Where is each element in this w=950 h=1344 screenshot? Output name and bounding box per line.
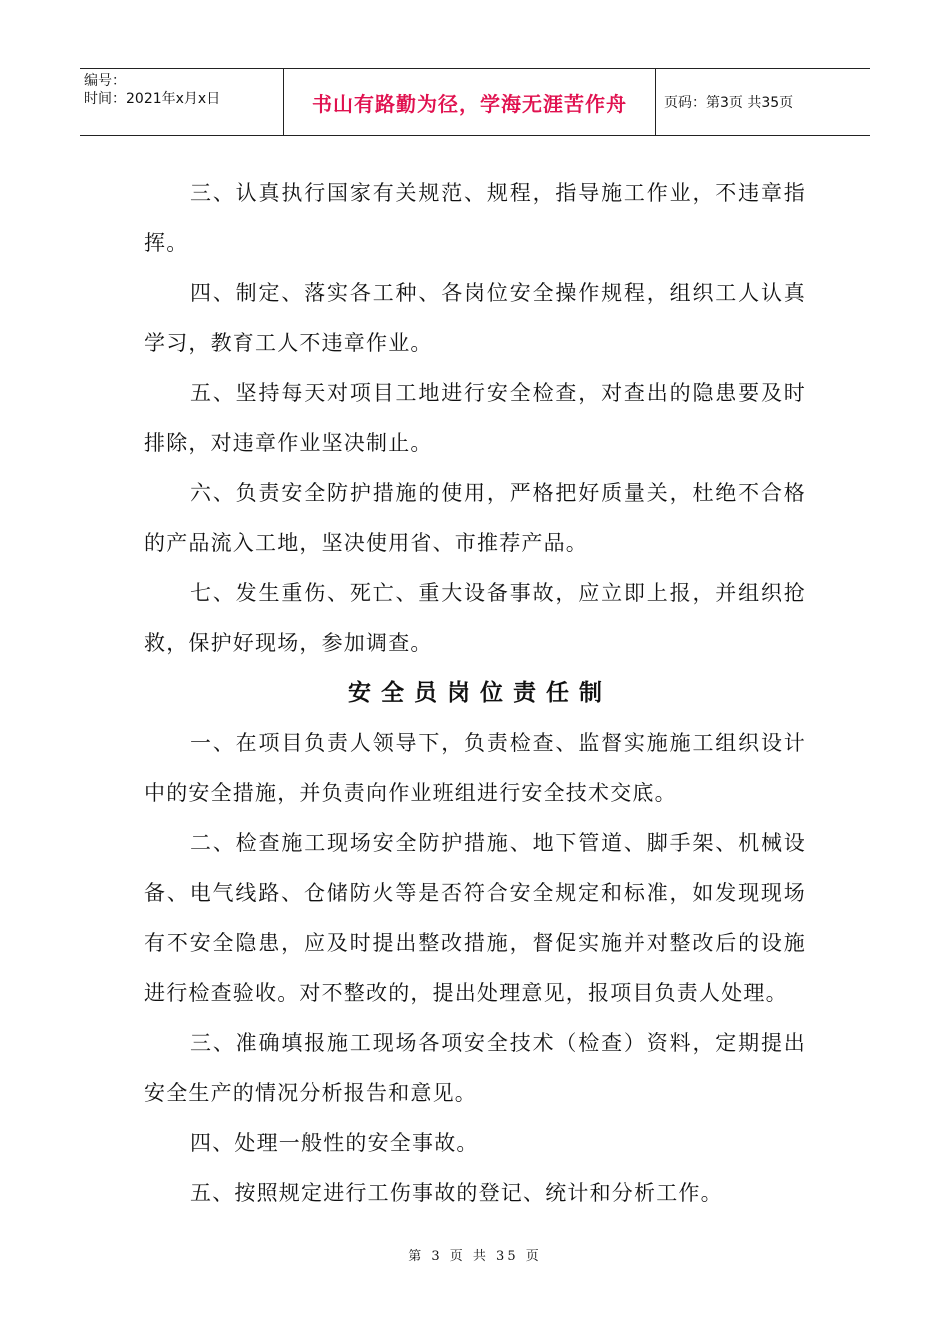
- document-body: [144, 168, 806, 1218]
- header-meta-cell: [80, 69, 284, 135]
- header-table: [80, 68, 870, 136]
- document-time-label: 时间：2021年x月x日: [84, 91, 221, 107]
- paragraph: 三、认真执行国家有关规范、规程，指导施工作业，不违章指挥。: [144, 181, 806, 255]
- paragraph: 五、坚持每天对项目工地进行安全检查，对查出的隐患要及时排除，对违章作业坚决制止。: [144, 381, 806, 455]
- paragraph: 四、制定、落实各工种、各岗位安全操作规程，组织工人认真学习，教育工人不违章作业。: [144, 281, 806, 355]
- document-number-label: 编号：: [84, 73, 126, 89]
- paragraph: 一、在项目负责人领导下，负责检查、监督实施施工组织设计中的安全措施，并负责向作业班组进行安全技术交底。: [144, 731, 806, 805]
- paragraph: 三、准确填报施工现场各项安全技术（检查）资料，定期提出安全生产的情况分析报告和意见。: [144, 1031, 806, 1105]
- paragraph: 二、检查施工现场安全防护措施、地下管道、脚手架、机械设备、电气线路、仓储防火等是否符合安全规定和标准，如发现现场有不安全隐患，应及时提出整改措施，督促实施并对整改后的设施进行检查验收。对不整改的，提出处理意见，报项目负责人处理。: [144, 831, 806, 1005]
- paragraph: 六、负责安全防护措施的使用，严格把好质量关，杜绝不合格的产品流入工地，坚决使用省、市推荐产品。: [144, 481, 806, 555]
- header-page-cell: [656, 69, 870, 135]
- section-title: 安全员岗位责任制: [348, 680, 612, 706]
- paragraph: 五、按照规定进行工伤事故的登记、统计和分析工作。: [190, 1181, 723, 1205]
- page-info: 页码：第3页 共35页: [664, 95, 794, 111]
- header-motto-cell: [284, 69, 656, 135]
- page-footer: 第 3 页 共 35 页: [408, 1249, 542, 1264]
- paragraph: 七、发生重伤、死亡、重大设备事故，应立即上报，并组织抢救，保护好现场，参加调查。: [144, 581, 806, 655]
- motto-text: 书山有路勤为径，学海无涯苦作舟: [312, 91, 627, 116]
- paragraph: 四、处理一般性的安全事故。: [190, 1131, 479, 1155]
